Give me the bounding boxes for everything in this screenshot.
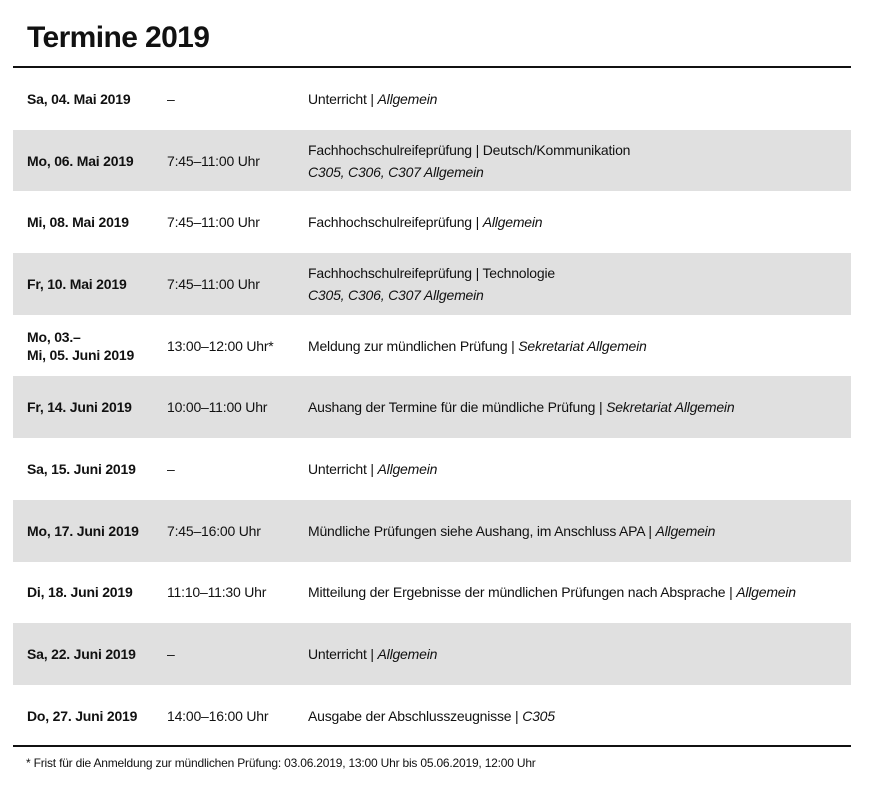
row-time: 7:45–11:00 Uhr bbox=[167, 214, 260, 231]
footnote: * Frist für die Anmeldung zur mündlichen Prüfung: 03.06.2019, 13:00 Uhr bis 05.06.2019, 12:00 Uhr bbox=[26, 756, 536, 770]
row-event: Ausgabe der Abschlusszeugnisse | C305 bbox=[308, 707, 555, 724]
table-row bbox=[13, 438, 851, 500]
table-row bbox=[13, 623, 851, 685]
event-category: Allgemein bbox=[736, 584, 796, 601]
row-event: Aushang der Termine für die mündliche Prüfung | Sekretariat Allgemein bbox=[308, 399, 735, 416]
row-event: Fachhochschulreifeprüfung | Allgemein bbox=[308, 214, 543, 231]
table-row bbox=[13, 130, 851, 192]
bottom-divider bbox=[13, 745, 851, 747]
row-date: Mi, 08. Mai 2019 bbox=[27, 214, 129, 231]
row-time: 11:10–11:30 Uhr bbox=[167, 584, 267, 601]
row-event bbox=[308, 262, 555, 306]
table-row bbox=[13, 376, 851, 438]
row-time: 13:00–12:00 Uhr* bbox=[167, 337, 274, 354]
event-title: Fachhochschulreifeprüfung bbox=[308, 214, 472, 231]
event-category: Sekretariat Allgemein bbox=[606, 399, 735, 416]
event-category: Sekretariat Allgemein bbox=[518, 337, 647, 354]
event-category: Allgemein bbox=[377, 90, 438, 107]
row-time: 14:00–16:00 Uhr bbox=[167, 707, 269, 724]
row-date: Sa, 04. Mai 2019 bbox=[27, 90, 131, 107]
row-date: Mo, 06. Mai 2019 bbox=[27, 152, 134, 169]
table-row bbox=[13, 562, 851, 624]
row-time: 7:45–16:00 Uhr bbox=[167, 522, 261, 539]
page-title: Termine 2019 bbox=[27, 21, 210, 54]
row-event: Unterricht | Allgemein bbox=[308, 90, 438, 107]
event-title: Fachhochschulreifeprüfung | Deutsch/Kommunikation bbox=[308, 141, 631, 158]
row-date: Fr, 10. Mai 2019 bbox=[27, 275, 127, 292]
row-date: Sa, 22. Juni 2019 bbox=[27, 646, 136, 663]
event-title: Mündliche Prüfungen siehe Aushang, im Anschluss APA bbox=[308, 522, 645, 539]
event-title: Fachhochschulreifeprüfung | Technologie bbox=[308, 264, 555, 281]
row-time: 10:00–11:00 Uhr bbox=[167, 399, 268, 416]
row-event: Meldung zur mündlichen Prüfung | Sekretariat Allgemein bbox=[308, 337, 647, 354]
row-time: 7:45–11:00 Uhr bbox=[167, 152, 260, 169]
row-date: Do, 27. Juni 2019 bbox=[27, 707, 138, 724]
event-title: Mitteilung der Ergebnisse der mündlichen Prüfungen nach Absprache bbox=[308, 584, 726, 601]
event-rooms: C305, C306, C307 Allgemein bbox=[308, 163, 484, 180]
row-event: Mitteilung der Ergebnisse der mündlichen Prüfungen nach Absprache | Allgemein bbox=[308, 584, 796, 601]
row-event: Mündliche Prüfungen siehe Aushang, im Anschluss APA | Allgemein bbox=[308, 522, 716, 539]
row-date: Fr, 14. Juni 2019 bbox=[27, 399, 132, 416]
table-row bbox=[13, 191, 851, 253]
table-row bbox=[13, 685, 851, 747]
schedule-table bbox=[13, 68, 851, 747]
event-category: Allgemein bbox=[655, 522, 716, 539]
event-category: C305 bbox=[522, 707, 555, 724]
row-time: – bbox=[167, 460, 175, 477]
row-time: – bbox=[167, 90, 175, 107]
table-row bbox=[13, 253, 851, 315]
row-date: Mo, 17. Juni 2019 bbox=[27, 522, 139, 539]
row-date-line1: Mo, 03.– bbox=[27, 328, 81, 345]
event-title: Meldung zur mündlichen Prüfung bbox=[308, 337, 508, 354]
row-date: Di, 18. Juni 2019 bbox=[27, 584, 133, 601]
row-event: Unterricht | Allgemein bbox=[308, 646, 438, 663]
row-event: Unterricht | Allgemein bbox=[308, 460, 438, 477]
event-rooms: C305, C306, C307 Allgemein bbox=[308, 286, 484, 303]
event-title: Unterricht bbox=[308, 460, 367, 477]
row-event bbox=[308, 139, 630, 183]
row-time: 7:45–11:00 Uhr bbox=[167, 275, 260, 292]
table-row bbox=[13, 315, 851, 377]
event-category: Allgemein bbox=[377, 646, 438, 663]
row-time: – bbox=[167, 646, 175, 663]
table-row bbox=[13, 500, 851, 562]
table-row bbox=[13, 68, 851, 130]
event-title: Unterricht bbox=[308, 646, 367, 663]
event-category: Allgemein bbox=[377, 460, 438, 477]
event-title: Aushang der Termine für die mündliche Prüfung bbox=[308, 399, 596, 416]
event-title: Unterricht bbox=[308, 90, 367, 107]
row-date bbox=[27, 328, 134, 364]
event-category: Allgemein bbox=[482, 214, 543, 231]
event-title: Ausgabe der Abschlusszeugnisse bbox=[308, 707, 512, 724]
row-date-line2: Mi, 05. Juni 2019 bbox=[27, 346, 135, 363]
row-date: Sa, 15. Juni 2019 bbox=[27, 460, 136, 477]
